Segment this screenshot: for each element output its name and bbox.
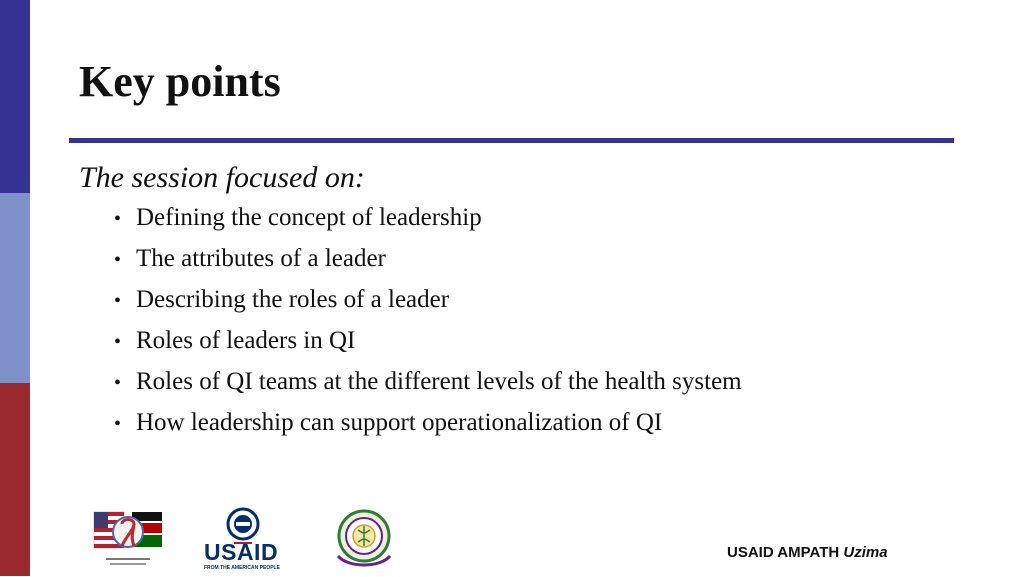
ministry-of-health-seal-icon — [328, 506, 400, 572]
list-item-text: How leadership can support operationalization of QI — [136, 409, 663, 436]
key-points-list — [114, 204, 742, 450]
bullet-icon: • — [114, 331, 122, 353]
session-lead-text: The session focused on: — [79, 161, 365, 194]
emblem-circle-icon — [113, 517, 143, 547]
list-item — [114, 204, 742, 245]
bullet-icon: • — [114, 290, 122, 312]
bullet-icon: • — [114, 249, 122, 271]
bullet-icon: • — [114, 413, 122, 435]
list-item-text: Defining the concept of leadership — [136, 204, 482, 231]
footer-brand-main: USAID AMPATH — [727, 544, 840, 561]
list-item — [114, 368, 742, 409]
list-item — [114, 327, 742, 368]
usaid-tagline: FROM THE AMERICAN PEOPLE — [204, 565, 280, 571]
list-item-text: The attributes of a leader — [136, 245, 386, 272]
bullet-icon: • — [114, 208, 122, 230]
list-item — [114, 286, 742, 327]
slide-title: Key points — [79, 57, 281, 106]
list-item-text: Roles of QI teams at the different levels of the health system — [136, 368, 742, 395]
usaid-logo — [200, 506, 286, 572]
list-item-text: Describing the roles of a leader — [136, 286, 450, 313]
footer-brand-italic: Uzima — [843, 544, 888, 561]
kenya-us-flags-ribbon-logo — [92, 506, 164, 572]
side-band-middle — [0, 193, 30, 383]
title-underline — [69, 138, 954, 143]
usaid-wordmark: USAID — [204, 539, 279, 565]
list-item — [114, 409, 742, 450]
side-band-top — [0, 0, 30, 193]
footer-brand-text — [727, 544, 888, 561]
list-item-text: Roles of leaders in QI — [136, 327, 356, 354]
bullet-icon: • — [114, 372, 122, 394]
side-band-bottom — [0, 383, 30, 576]
list-item — [114, 245, 742, 286]
